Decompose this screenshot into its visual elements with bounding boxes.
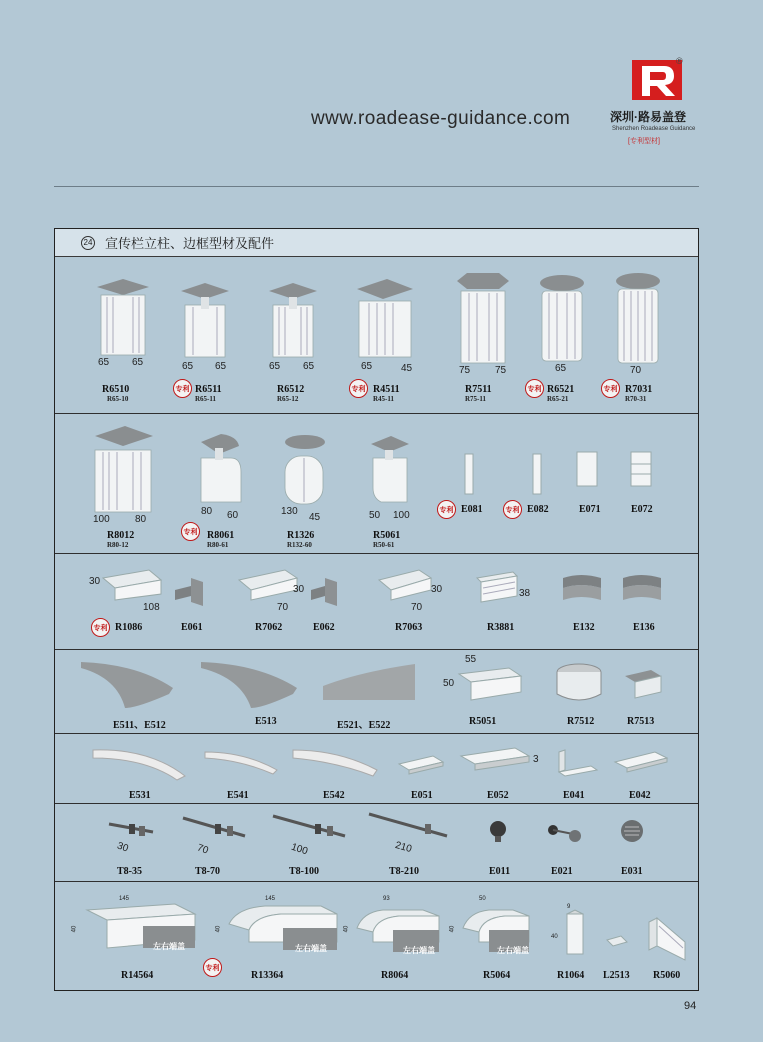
product-subcode: R65-11: [195, 395, 216, 403]
end-cap-label: 左右端盖: [295, 944, 327, 953]
section-title: 宣传栏立柱、边框型材及配件: [105, 236, 275, 251]
product-subcode: R70-31: [625, 395, 647, 403]
product-code: R5064: [483, 970, 511, 981]
product-code: R8064: [381, 970, 409, 981]
product-code: E082: [527, 504, 549, 515]
product-code: R6511: [195, 384, 222, 395]
frame-profile-icon: [235, 568, 301, 602]
row-3: [55, 554, 698, 650]
arc-bracket-icon: [197, 658, 301, 710]
product-code: R1326: [287, 530, 315, 541]
dimension-label: 40: [215, 925, 222, 933]
product-code: T8-70: [195, 866, 220, 877]
connector-icon: [573, 450, 601, 488]
patent-badge: 专利: [91, 618, 110, 637]
product-code: R14564: [121, 970, 154, 981]
dimension-label: 65: [215, 361, 227, 372]
patent-badge: 专利: [525, 379, 544, 398]
arc-bracket-icon: [77, 658, 177, 710]
patent-badge: 专利: [173, 379, 192, 398]
post-profile-icon: [195, 432, 245, 506]
product-code: E136: [633, 622, 655, 633]
dimension-label: 45: [309, 512, 321, 523]
washer-bolt-icon: [545, 820, 583, 846]
arc-profile-icon: [201, 746, 281, 778]
panel-profile-icon: [645, 916, 691, 962]
bolt-icon: [105, 818, 157, 838]
dimension-label: 70: [630, 365, 642, 376]
product-code: R6521: [547, 384, 575, 395]
product-code: R5061: [373, 530, 401, 541]
row-4: [55, 650, 698, 734]
narrow-profile-icon: [561, 908, 589, 960]
oval-post-icon: [281, 432, 327, 508]
product-code: R6510: [102, 384, 130, 395]
arc-profile-icon: [289, 744, 381, 780]
dimension-label: 40: [343, 925, 350, 933]
product-code: E542: [323, 790, 345, 801]
end-cap-label: 左右端盖: [497, 946, 529, 955]
dimension-label: 65: [98, 357, 110, 368]
dimension-label: 75: [495, 365, 507, 376]
dimension-label: 38: [519, 588, 531, 599]
brand-name-cn: 深圳·路易盖登: [610, 110, 686, 124]
dimension-label: 70: [277, 602, 289, 613]
post-profile-icon: [453, 271, 513, 367]
frame-profile-icon: [473, 570, 521, 606]
product-code: R3881: [487, 622, 515, 633]
patent-badge: 专利: [203, 958, 222, 977]
registered-mark: ®: [676, 56, 683, 66]
dimension-label: 65: [361, 361, 373, 372]
dimension-label: 210: [393, 839, 413, 856]
row-6: [55, 804, 698, 882]
post-profile-icon: [93, 279, 153, 359]
angle-profile-icon: [555, 748, 601, 778]
product-code: R7512: [567, 716, 595, 727]
connector-icon: [461, 452, 477, 496]
product-subcode: R50-61: [373, 541, 395, 549]
post-profile-icon: [353, 279, 417, 361]
product-code: T8-100: [289, 866, 319, 877]
brand-name-en: Shenzhen Roadease Guidance: [612, 126, 696, 132]
angle-profile-icon: [611, 748, 671, 778]
dimension-label: 145: [119, 896, 130, 902]
dimension-label: 55: [465, 654, 477, 665]
patent-badge: 专利: [181, 522, 200, 541]
dimension-label: 65: [182, 361, 194, 372]
r-logo-icon: [632, 60, 682, 100]
section-number: 24: [81, 236, 95, 250]
end-cap-icon: [559, 572, 605, 606]
round-post-icon: [613, 271, 663, 367]
row-1: [55, 257, 698, 414]
catalog-panel: [54, 228, 699, 991]
dimension-label: 30: [431, 584, 443, 595]
flat-profile-icon: [395, 752, 447, 778]
product-subcode: R80-12: [107, 541, 129, 549]
row-5: [55, 734, 698, 804]
brand-logo: [610, 56, 700, 151]
product-code: E071: [579, 504, 601, 515]
dimension-label: 145: [265, 896, 276, 902]
product-code: E541: [227, 790, 249, 801]
product-code: R5060: [653, 970, 681, 981]
frame-profile-icon: [453, 664, 525, 704]
flat-profile-icon: [457, 746, 533, 780]
dimension-label: 9: [567, 904, 571, 910]
knob-icon: [487, 818, 509, 844]
product-code: R8061: [207, 530, 235, 541]
product-subcode: R132-60: [287, 541, 312, 549]
dimension-label: 93: [383, 896, 390, 902]
round-post-icon: [537, 273, 587, 365]
channel-cap-icon: [621, 666, 665, 702]
frame-profile-icon: [99, 568, 163, 602]
product-code: T8-35: [117, 866, 142, 877]
bolt-icon: [179, 814, 249, 842]
product-code: E042: [629, 790, 651, 801]
product-code: R4511: [373, 384, 400, 395]
dimension-label: 80: [135, 514, 147, 525]
post-profile-icon: [367, 436, 413, 506]
header-divider: [54, 186, 699, 187]
patent-badge: 专利: [503, 500, 522, 519]
product-subcode: R80-61: [207, 541, 229, 549]
product-subcode: R65-10: [107, 395, 129, 403]
arc-profile-icon: [89, 740, 189, 784]
dimension-label: 40: [71, 925, 78, 933]
product-code: R7031: [625, 384, 653, 395]
round-cap-icon: [553, 660, 605, 706]
product-subcode: R75-11: [465, 395, 486, 403]
product-code: R8012: [107, 530, 135, 541]
bolt-icon: [365, 810, 451, 842]
product-code: R1064: [557, 970, 585, 981]
product-code: E011: [489, 866, 511, 877]
dimension-label: 30: [293, 584, 305, 595]
dimension-label: 108: [143, 602, 160, 613]
bolt-icon: [269, 812, 349, 842]
end-cap-label: 左右端盖: [153, 942, 185, 951]
dimension-label: 40: [449, 925, 456, 933]
product-code: E513: [255, 716, 277, 727]
product-code: E081: [461, 504, 483, 515]
product-code: E062: [313, 622, 335, 633]
product-code: R7063: [395, 622, 423, 633]
product-code: R13364: [251, 970, 284, 981]
product-code: R5051: [469, 716, 497, 727]
dimension-label: 60: [227, 510, 239, 521]
brand-tagline: [专利型材]: [628, 138, 660, 145]
product-code: R7062: [255, 622, 283, 633]
dimension-label: 65: [132, 357, 144, 368]
dimension-label: 130: [281, 506, 298, 517]
product-code: E041: [563, 790, 585, 801]
dimension-label: 30: [115, 840, 130, 855]
corner-connector-icon: [173, 576, 211, 612]
product-code: R7511: [465, 384, 492, 395]
patent-badge: 专利: [437, 500, 456, 519]
end-cap-label: 左右端盖: [403, 946, 435, 955]
product-code: R7513: [627, 716, 655, 727]
product-code: L2513: [603, 970, 630, 981]
section-title-bar: [55, 229, 698, 257]
product-code: E132: [573, 622, 595, 633]
product-code: T8-210: [389, 866, 419, 877]
product-code: E511、E512: [113, 720, 166, 731]
clip-icon: [605, 934, 629, 952]
product-subcode: R65-12: [277, 395, 299, 403]
arc-bracket-icon: [319, 660, 419, 706]
corner-connector-icon: [309, 576, 345, 610]
dimension-label: 50: [443, 678, 455, 689]
patent-badge: 专利: [349, 379, 368, 398]
dimension-label: 100: [393, 510, 410, 521]
product-code: E031: [621, 866, 643, 877]
row-2: [55, 414, 698, 554]
product-subcode: R45-11: [373, 395, 394, 403]
dimension-label: 65: [269, 361, 281, 372]
dimension-label: 65: [303, 361, 315, 372]
dimension-label: 3: [533, 754, 539, 765]
dimension-label: 75: [459, 365, 471, 376]
dimension-label: 100: [93, 514, 110, 525]
post-profile-icon: [265, 283, 321, 361]
dimension-label: 30: [89, 576, 101, 587]
product-code: E052: [487, 790, 509, 801]
product-code: R1086: [115, 622, 143, 633]
connector-icon: [627, 450, 655, 488]
product-code: E051: [411, 790, 433, 801]
row-7: [55, 882, 698, 990]
product-subcode: R65-21: [547, 395, 569, 403]
product-code: E072: [631, 504, 653, 515]
dimension-label: 50: [479, 896, 486, 902]
product-code: E021: [551, 866, 573, 877]
post-profile-icon: [89, 424, 159, 516]
vent-cap-icon: [619, 818, 645, 844]
dimension-label: 45: [401, 363, 413, 374]
dimension-label: 70: [411, 602, 423, 613]
page-number: 94: [684, 1000, 697, 1012]
patent-badge: 专利: [601, 379, 620, 398]
dimension-label: 100: [289, 841, 309, 858]
frame-profile-icon: [375, 568, 435, 604]
dimension-label: 80: [201, 506, 213, 517]
dimension-label: 65: [555, 363, 567, 374]
product-code: R6512: [277, 384, 305, 395]
connector-icon: [529, 452, 545, 496]
product-code: E531: [129, 790, 151, 801]
post-profile-icon: [177, 283, 233, 361]
product-code: E521、E522: [337, 720, 391, 731]
dimension-label: 70: [195, 842, 210, 857]
website-url: www.roadease-guidance.com: [311, 108, 571, 129]
dimension-label: 40: [551, 934, 558, 940]
dimension-label: 50: [369, 510, 381, 521]
product-code: E061: [181, 622, 203, 633]
end-cap-icon: [619, 572, 665, 606]
